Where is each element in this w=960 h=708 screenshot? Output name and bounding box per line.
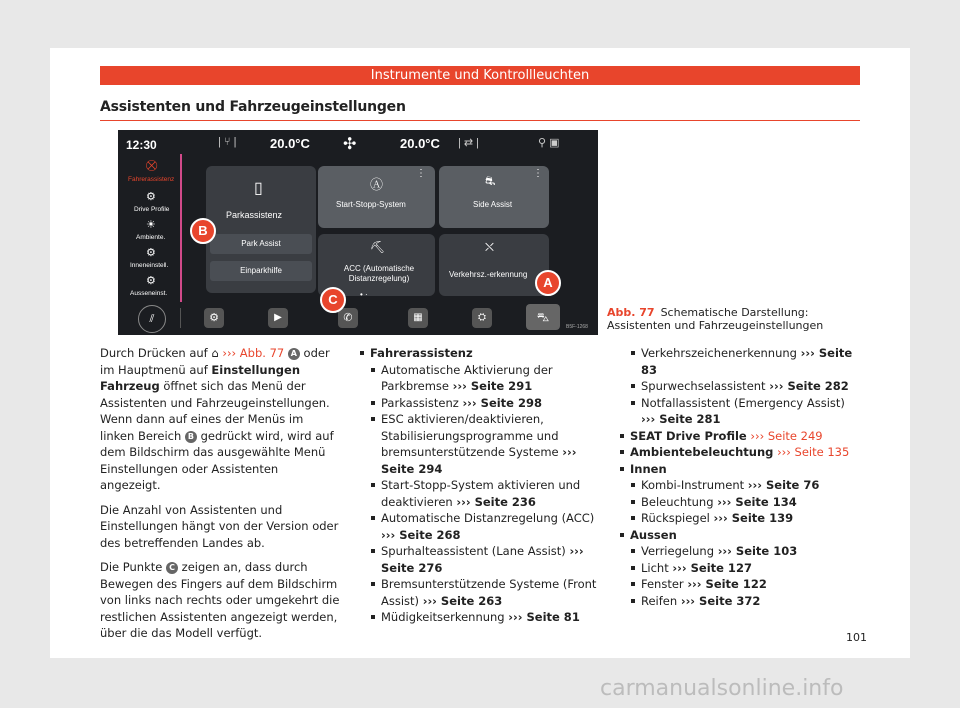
- seat-heating-icon: | ⑂ |: [218, 136, 237, 148]
- list-item: [371, 609, 600, 626]
- item-text: Notfallassistent (Emergency Assist): [641, 395, 845, 410]
- list-item: [631, 510, 860, 527]
- item-text: Bremsunterstützende Systeme (Front Assist): [381, 577, 597, 608]
- list-item: [631, 593, 860, 610]
- tile-label: Verkehrsz.-erkennung: [449, 270, 528, 279]
- page-reference-link[interactable]: ››› Seite 236: [456, 494, 536, 509]
- item-text: Beleuchtung: [641, 494, 714, 509]
- start-stop-icon: Ⓐ: [370, 177, 384, 192]
- tile-label: Start-Stopp-System: [336, 200, 406, 209]
- item-text: Automatische Distanzregelung (ACC): [381, 511, 595, 525]
- list-item: [631, 560, 860, 577]
- sub-list: [620, 477, 860, 527]
- sidebar-highlight: [180, 154, 182, 302]
- item-text: Reifen: [641, 593, 678, 608]
- item-text: Rückspiegel: [641, 511, 710, 525]
- text: Die Punkte: [100, 560, 163, 574]
- sidebar: [124, 158, 180, 302]
- tile-label: ACC (Automatische Distanzregelung): [343, 264, 415, 283]
- item-text: Verriegelung: [641, 544, 715, 558]
- item-text: Start-Stopp-System aktivieren und deaktivieren: [381, 478, 581, 509]
- paragraph: [100, 559, 340, 642]
- park-assist-button[interactable]: Park Assist: [210, 234, 312, 254]
- text: öffnet sich das Menü der Assistenten und Fahrzeugeinstellungen. Wenn dann auf eines der Menüs im linken Bereich: [100, 379, 330, 443]
- page-reference-link[interactable]: ››› Seite 268: [381, 527, 461, 542]
- sidebar-label: Ambiente.: [136, 234, 166, 241]
- list-item: [371, 576, 600, 609]
- chapter-header: Instrumente und Kontrollleuchten: [100, 66, 860, 85]
- tile-start-stopp[interactable]: [318, 166, 435, 228]
- page-reference-link[interactable]: ››› Seite 294: [381, 445, 577, 476]
- item-text: Spurwechselassistent: [641, 379, 766, 393]
- recirculation-icon: | ⇄ |: [458, 137, 480, 149]
- page-reference-link[interactable]: ››› Seite 83: [641, 346, 853, 377]
- badge-c: C: [166, 562, 178, 574]
- list-heading: Innen: [620, 461, 860, 478]
- list: [620, 428, 860, 478]
- list-heading: Aussen: [620, 527, 860, 544]
- page-reference-link[interactable]: ››› Seite 127: [672, 560, 752, 575]
- title-rule: [100, 120, 860, 121]
- page-reference-link[interactable]: ››› Seite 139: [713, 511, 794, 525]
- sub-list: [620, 543, 860, 609]
- side-assist-icon: ⛐: [485, 174, 496, 188]
- drive-profile-icon: ⚙: [146, 191, 156, 203]
- tile-parkassistenz[interactable]: [206, 166, 316, 293]
- figure-caption: [607, 306, 857, 332]
- list-item: SEAT Drive Profile ››› Seite 249: [620, 428, 860, 445]
- list: [620, 527, 860, 544]
- more-icon[interactable]: ⋮: [533, 168, 543, 179]
- tile-side-assist[interactable]: [439, 166, 549, 228]
- interior-icon: ⚙: [146, 247, 156, 259]
- text: oder im Hauptmenü auf: [100, 346, 330, 377]
- tile-verkehrszeichen[interactable]: [439, 234, 549, 296]
- page-reference-link[interactable]: ››› Seite 291: [452, 379, 533, 393]
- sidebar-label: Fahrerassistenz: [128, 176, 175, 183]
- list-item: [371, 411, 600, 477]
- text-column-2: [360, 345, 600, 626]
- list-item: [631, 477, 860, 494]
- bottom-dock: [118, 302, 598, 335]
- list-item: [371, 510, 600, 543]
- park-sensor-icon: ▯: [254, 180, 263, 197]
- traffic-sign-icon: ⛌: [485, 240, 494, 254]
- figure-code: B5F-1268: [566, 324, 588, 330]
- page-reference-link[interactable]: ››› Seite 263: [422, 593, 503, 608]
- marker-c: C: [320, 287, 346, 313]
- ambient-icon: ☀: [146, 219, 156, 231]
- sidebar-label: Ausseneinst.: [130, 290, 168, 297]
- text-column-3: [620, 345, 860, 609]
- sidebar-item-ausseneinst[interactable]: [124, 272, 180, 300]
- badge-a: A: [288, 348, 300, 360]
- temp-right: 20.0°C: [400, 136, 440, 151]
- item-text: ESC aktivieren/deaktivieren, Stabilisierungsprogramme und bremsunterstützende Systeme: [381, 412, 559, 459]
- more-icon[interactable]: ⋮: [416, 168, 426, 179]
- tile-label: Side Assist: [473, 200, 513, 209]
- list-item: [371, 362, 600, 395]
- item-text: Spurhalteassistent (Lane Assist): [381, 544, 566, 558]
- screen-time: 12:30: [126, 138, 157, 152]
- list-item: [371, 543, 600, 576]
- sub-list: [620, 345, 860, 428]
- page-reference-link[interactable]: ››› Seite 282: [769, 379, 849, 393]
- menu-icon[interactable]: ⫽: [138, 305, 166, 333]
- page-reference-link[interactable]: ››› Seite 81: [508, 610, 580, 624]
- page-dots: • ·: [360, 290, 368, 299]
- page-reference-link[interactable]: ››› Seite 249: [750, 428, 823, 443]
- exterior-icon: ⚙: [146, 275, 156, 287]
- item-text: Kombi-Instrument: [641, 478, 745, 492]
- list-item: [631, 395, 860, 428]
- caption-number: Abb. 77: [607, 306, 655, 319]
- badge-b: B: [185, 431, 197, 443]
- text: gedrückt wird, wird auf dem Bildschirm das ausgewählte Menü Einstellungen oder Assistenten angezeigt.: [100, 428, 334, 492]
- list-item: [631, 345, 860, 378]
- item-text: Fenster: [641, 577, 684, 591]
- sidebar-label: Drive Profile: [134, 206, 170, 213]
- fan-icon: ✣: [343, 136, 357, 153]
- figure-reference-link[interactable]: ››› Abb. 77: [222, 346, 285, 360]
- connect-icon[interactable]: ⛭: [472, 308, 492, 328]
- infotainment-screenshot: [118, 130, 598, 335]
- caption-text: Schematische Darstellung: Assistenten und Fahrzeugeinstellungen: [607, 306, 824, 332]
- item-text: Licht: [641, 560, 669, 575]
- sidebar-item-ambiente[interactable]: [124, 216, 180, 244]
- status-icons: ⚲ ▣: [538, 137, 560, 149]
- paragraph: [100, 345, 340, 494]
- apps-icon[interactable]: ▦: [408, 308, 428, 328]
- item-text: Parkassistenz: [381, 395, 459, 410]
- list-item: [631, 543, 860, 560]
- list-item: [631, 494, 860, 511]
- dock-divider: [180, 308, 181, 328]
- list-heading: Fahrerassistenz: [360, 345, 600, 362]
- section-title: Assistenten und Fahrzeugeinstellungen: [100, 99, 406, 115]
- page-reference-link[interactable]: ››› Seite 122: [687, 577, 767, 591]
- sidebar-item-drive-profile[interactable]: [124, 188, 180, 216]
- page-reference-link[interactable]: ››› Seite 372: [680, 593, 761, 608]
- settings-icon[interactable]: ⚙: [204, 308, 224, 328]
- sub-list: [360, 362, 600, 626]
- page-reference-link[interactable]: ››› Seite 103: [717, 544, 798, 558]
- item-text: Müdigkeitserkennung: [381, 610, 505, 624]
- list-item: [631, 378, 860, 395]
- text: zeigen an, dass durch Bewegen des Fingers auf dem Bildschirm von links nach rechts oder umgekehrt die restlichen Assistenten angezeigt werden, über die das Modell verfügt.: [100, 560, 340, 640]
- list-item: [371, 395, 600, 412]
- watermark: carmanualsonline.info: [600, 676, 844, 701]
- page-reference-link[interactable]: ››› Seite 281: [641, 412, 721, 426]
- einparkhilfe-button[interactable]: Einparkhilfe: [210, 261, 312, 281]
- car-assist-icon: ⛒: [146, 160, 158, 172]
- sidebar-label: Inneneinstell.: [130, 262, 169, 269]
- list-item: [371, 477, 600, 510]
- page-reference-link[interactable]: ››› Seite 134: [717, 494, 797, 509]
- sidebar-item-fahrerassistenz[interactable]: [124, 158, 180, 186]
- text-bold: Einstellungen Fahrzeug: [100, 362, 301, 393]
- phone-icon[interactable]: ✆: [338, 308, 358, 328]
- acc-icon: ⛏: [370, 240, 386, 254]
- temp-left: 20.0°C: [270, 136, 310, 151]
- play-icon[interactable]: ▶: [268, 308, 288, 328]
- car-icon[interactable]: ⛍: [526, 304, 560, 330]
- sidebar-item-inneneinstell[interactable]: [124, 244, 180, 272]
- marker-b: B: [190, 218, 216, 244]
- list-item: Ambientebeleuchtung ››› Seite 135: [620, 444, 860, 461]
- page-reference-link[interactable]: ››› Seite 298: [462, 395, 542, 410]
- text-column-1: [100, 345, 340, 650]
- home-icon: ⌂: [211, 346, 219, 360]
- text: Durch Drücken auf: [100, 346, 208, 360]
- item-text: Automatische Aktivierung der Parkbremse: [381, 362, 553, 393]
- page-number: 101: [846, 631, 867, 644]
- list-item: [631, 576, 860, 593]
- page-reference-link[interactable]: ››› Seite 276: [381, 544, 584, 575]
- item-text: Verkehrszeichenerkennung: [641, 346, 797, 360]
- tile-label: Parkassistenz: [226, 210, 283, 220]
- paragraph: Die Anzahl von Assistenten und Einstellungen hängt von der Version oder des betreffenden Landes ab.: [100, 502, 339, 550]
- page-reference-link[interactable]: ››› Seite 135: [777, 445, 850, 459]
- list: [360, 345, 600, 362]
- page-reference-link[interactable]: ››› Seite 76: [747, 478, 820, 492]
- marker-a: A: [535, 270, 561, 296]
